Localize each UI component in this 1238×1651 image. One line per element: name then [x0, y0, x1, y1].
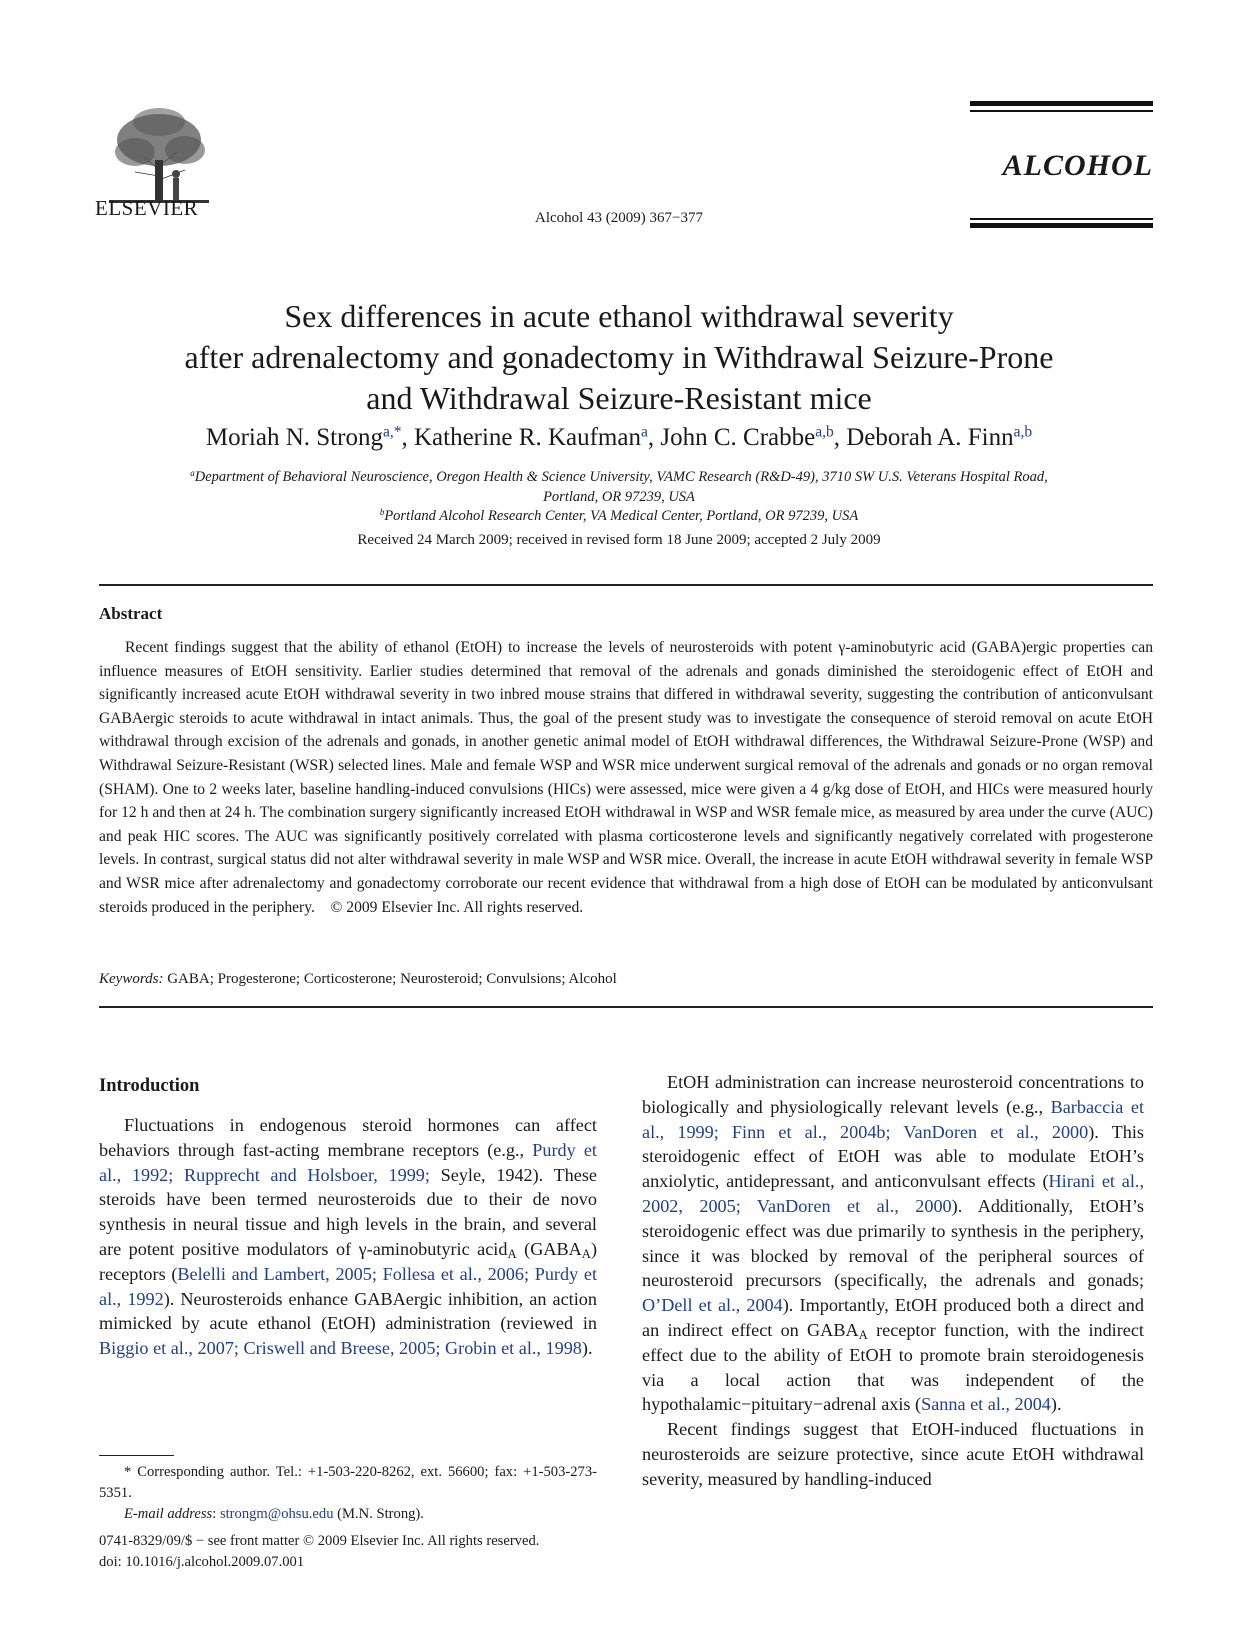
header-rule	[970, 223, 1153, 228]
header-rule	[970, 110, 1153, 112]
body-text: ).	[1050, 1394, 1062, 1415]
body-text: EtOH administration can increase neurosteroid concentrations to biologically and physiologically relevant levels (e.g.,	[642, 1072, 1144, 1117]
citation-link[interactable]: Barbaccia et al., 1999; Finn et al., 2004b; VanDoren et al., 2000	[642, 1096, 1144, 1142]
author-list: Moriah N. Strong$^{a,*}$, Katherine R. Kaufman$^a$, John C. Crabbe$^{a,b}$, Deborah A. Finn$^{a,b}$	[205, 423, 1033, 451]
abstract-text: Recent findings suggest that the ability of ethanol (EtOH) to increase the levels of neurosteroids with potent γ-aminobutyric acid (GABA)ergic properties can influence measures of EtOH sensitivity. Earlier studies determined that removal of the adrenals and gonads diminished the steroidogenic effect of EtOH and significantly increased acute EtOH withdrawal severity in two inbred mouse strains that differed in withdrawal severity, suggesting the contribution of anticonvulsant GABAergic steroids to acute withdrawal in intact animals. Thus, the goal of the present study was to investigate the consequence of steroid removal on acute EtOH withdrawal through excision of the adrenals and gonads, in another genetic animal model of EtOH withdrawal differences, the Withdrawal Seizure-Prone (WSP) and Withdrawal Seizure-Resistant (WSR) selected lines. Male and female WSP and WSR mice underwent surgical removal of the adrenals and gonads or no organ removal (SHAM). One to 2 weeks later, baseline handling-induced convulsions (HICs) were assessed, mice were given a 4 g/kg dose of EtOH, and HICs were measured hourly for 12 h and then at 24 h. The combination surgery significantly increased EtOH withdrawal in WSP and WSR female mice, as measured by area under the curve (AUC) and peak HIC scores. The AUC was significantly positively correlated with plasma corticosterone levels and significantly negatively correlated with progesterone levels. In contrast, surgical status did not alter withdrawal severity in male WSP and WSR mice. Overall, the increase in acute EtOH withdrawal severity in female WSP and WSR mice after adrenalectomy and gonadectomy corroborate our recent evidence that withdrawal from a high dose of EtOH can be modulated by anticonvulsant steroids produced in the periphery.	[99, 639, 1153, 916]
elsevier-logo	[95, 100, 219, 228]
issn-line: 0741-8329/09/$ − see front matter © 2009 Elsevier Inc. All rights reserved.	[99, 1533, 540, 1549]
affiliation-b	[110, 508, 1128, 525]
keywords-label: Keywords:	[99, 971, 164, 987]
body-text: ). Additionally, EtOH’s steroidogenic effect was due primarily to synthesis in the periphery, since it was blocked by removal of the peripheral sources of neurosteroid precursors (specifically, the adrenals and gonads;	[642, 1195, 1144, 1291]
body-text: ). Importantly, EtOH produced both a direct and an indirect effect on GABA	[642, 1295, 1144, 1340]
citation-link[interactable]: Sanna et al., 2004	[921, 1394, 1051, 1415]
citation-link[interactable]: Biggio et al., 2007; Criswell and Breese, 2005; Grobin et al., 1998	[99, 1338, 582, 1359]
author-affiliation-mark[interactable]: a	[640, 423, 648, 441]
citation-link[interactable]: O’Dell et al., 2004	[642, 1295, 783, 1316]
body-text: ). This steroidogenic effect of EtOH was able to modulate EtOH’s anxiolytic, antidepressant, and anticonvulsant effects (	[642, 1121, 1144, 1192]
footnote-email-line: E-mail address: strongm@ohsu.edu (M.N. Strong).	[124, 1506, 424, 1522]
email-link[interactable]: strongm@ohsu.edu	[219, 1506, 334, 1522]
front-matter	[99, 1531, 659, 1573]
journal-reference: Alcohol 43 (2009) 367−377	[534, 210, 704, 226]
author-affiliation-mark[interactable]: a,b	[815, 423, 834, 441]
body-text: ).	[581, 1338, 593, 1359]
title-line: and Withdrawal Seizure-Resistant mice	[366, 380, 872, 416]
body-text: receptor function, with the indirect effect due to the ability of EtOH to promote brain steroidogenesis via a local action that was independent of the hypothalamic−pituitary−adrenal axis (	[642, 1319, 1144, 1415]
copyright: © 2009 Elsevier Inc. All rights reserved.	[330, 898, 584, 916]
abstract-heading: Abstract	[99, 604, 163, 623]
citation-link[interactable]: Purdy et al., 1992; Rupprecht and Holsboer, 1999;	[99, 1139, 597, 1185]
header-rule	[970, 101, 1153, 106]
body-text: ) receptors (	[99, 1238, 597, 1284]
right-column	[642, 1070, 1144, 1492]
article-title	[60, 296, 1178, 419]
keywords-list: GABA; Progesterone; Corticosterone; Neurosteroid; Convulsions; Alcohol	[167, 971, 617, 987]
author-name[interactable]: John C. Crabbe	[660, 424, 816, 451]
publisher-name: ELSEVIER	[95, 196, 199, 220]
title-line: after adrenalectomy and gonadectomy in Withdrawal Seizure-Prone	[184, 339, 1054, 375]
body-text: (GABA	[516, 1238, 582, 1259]
author-name[interactable]: Deborah A. Finn	[846, 424, 1014, 451]
author-name[interactable]: Moriah N. Strong	[205, 424, 383, 451]
divider	[99, 584, 1153, 586]
journal-name: ALCOHOL	[1002, 149, 1153, 182]
email-owner: (M.N. Strong).	[337, 1506, 424, 1522]
corresponding-author-footnote	[99, 1462, 597, 1525]
author-affiliation-mark[interactable]: a,b	[1013, 423, 1033, 441]
body-text: Seyle, 1942). These steroids have been termed neurosteroids due to their de novo synthesis in neural tissue and high levels in the brain, and several are potent positive modulators of γ-aminobutyric acid	[99, 1164, 597, 1259]
subscript: A	[858, 1328, 868, 1343]
affiliation-text: Department of Behavioral Neuroscience, Oregon Health & Science University, VAMC Research (R&D-49), 3710 SW U.S. Veterans Hospital Road,	[194, 469, 1048, 485]
author-affiliation-mark[interactable]: a,*	[382, 423, 402, 441]
intro-paragraph	[99, 1113, 597, 1361]
doi-line[interactable]: doi: 10.1016/j.alcohol.2009.07.001	[99, 1554, 305, 1570]
received-dates: Received 24 March 2009; received in revised form 18 June 2009; accepted 2 July 2009	[357, 532, 881, 548]
intro-paragraph: Recent findings suggest that EtOH-induced fluctuations in neurosteroids are seizure protective, since acute EtOH withdrawal severity, measured by handling-induced	[642, 1419, 1144, 1489]
keywords	[99, 971, 1153, 988]
body-text: Fluctuations in endogenous steroid hormones can affect behaviors through fast-acting membrane receptors (e.g.,	[99, 1115, 597, 1160]
affiliation-mark: b	[379, 507, 385, 518]
affiliation-mark: a	[190, 468, 195, 479]
header-rule	[970, 218, 1153, 220]
footnote-rule	[99, 1455, 174, 1456]
intro-paragraph	[642, 1070, 1144, 1417]
abstract-body	[99, 636, 1153, 919]
subscript: A	[507, 1247, 517, 1262]
footnote-contact: * Corresponding author. Tel.: +1-503-220-8262, ext. 56600; fax: +1-503-273-5351.	[99, 1464, 597, 1501]
body-text: ). Neurosteroids enhance GABAergic inhibition, an action mimicked by acute ethanol (EtOH) administration (reviewed in	[99, 1288, 597, 1334]
email-label: E-mail address	[124, 1506, 213, 1522]
affiliation-a	[110, 467, 1128, 507]
title-line: Sex differences in acute ethanol withdrawal severity	[284, 298, 954, 334]
affiliation-text: Portland Alcohol Research Center, VA Medical Center, Portland, OR 97239, USA	[384, 508, 859, 524]
author-name[interactable]: Katherine R. Kaufman	[413, 424, 641, 451]
subscript: A	[581, 1247, 591, 1262]
affiliation-text: Portland, OR 97239, USA	[543, 489, 695, 505]
citation-link[interactable]: Hirani et al., 2002, 2005; VanDoren et al., 2000	[642, 1171, 1144, 1216]
section-heading-introduction: Introduction	[99, 1076, 200, 1096]
divider	[99, 1006, 1153, 1008]
citation-link[interactable]: Belelli and Lambert, 2005; Follesa et al., 2006; Purdy et al., 1992	[99, 1263, 597, 1309]
